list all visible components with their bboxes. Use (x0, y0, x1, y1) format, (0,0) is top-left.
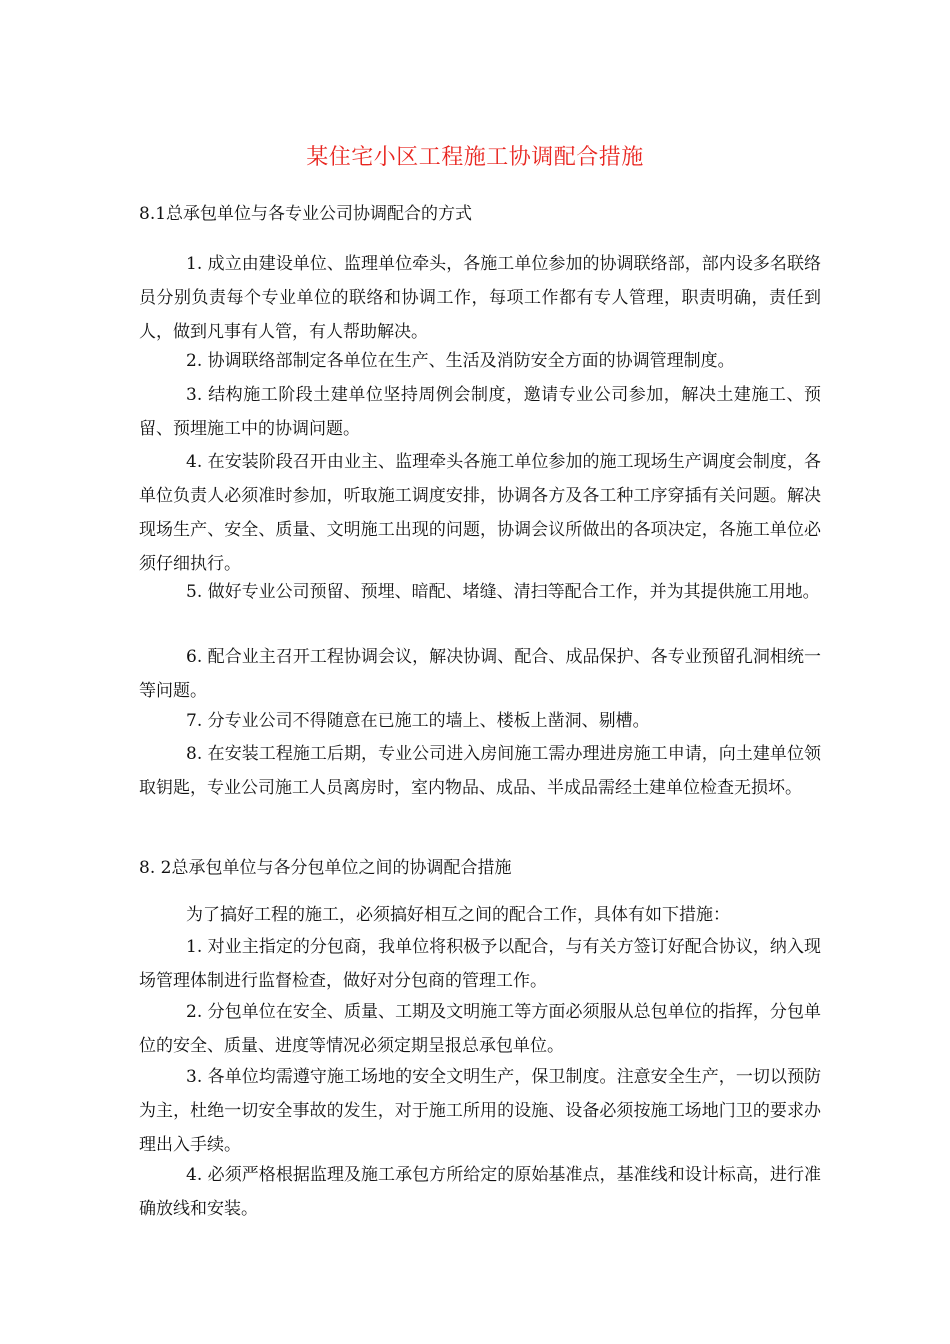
section-heading-8-2: 8. 2总承包单位与各分包单位之间的协调配合措施 (139, 858, 512, 878)
section1-paragraph-5: 5. 做好专业公司预留、预埋、暗配、堵缝、清扫等配合工作，并为其提供施工用地。 (186, 582, 820, 602)
section1-paragraph-1: 1. 成立由建设单位、监理单位牵头，各施工单位参加的协调联络部，部内设多名联络员分别负责每个专业单位的联络和协调工作，每项工作都有专人管理，职责明确，责任到人，做到凡事有人管，有人帮助解决。 (139, 254, 821, 342)
section1-paragraph-6: 6. 配合业主召开工程协调会议，解决协调、配合、成品保护、各专业预留孔洞相统一等问题。 (139, 647, 821, 701)
section1-paragraph-4: 4. 在安装阶段召开由业主、监理牵头各施工单位参加的施工现场生产调度会制度，各单位负责人必须准时参加，听取施工调度安排，协调各方及各工种工序穿插有关问题。解决现场生产、安全、质量、文明施工出现的问题，协调会议所做出的各项决定，各施工单位必须仔细执行。 (139, 452, 821, 574)
section1-paragraph-2: 2. 协调联络部制定各单位在生产、生活及消防安全方面的协调管理制度。 (186, 351, 735, 371)
section2-paragraph-2: 2. 分包单位在安全、质量、工期及文明施工等方面必须服从总包单位的指挥，分包单位的安全、质量、进度等情况必须定期呈报总承包单位。 (139, 1002, 821, 1056)
section-heading-8-1: 8.1总承包单位与各专业公司协调配合的方式 (139, 204, 473, 224)
section1-paragraph-3: 3. 结构施工阶段土建单位坚持周例会制度，邀请专业公司参加，解决土建施工、预留、预埋施工中的协调问题。 (139, 385, 821, 439)
section2-paragraph-3: 3. 各单位均需遵守施工场地的安全文明生产，保卫制度。注意安全生产，一切以预防为主，杜绝一切安全事故的发生，对于施工所用的设施、设备必须按施工场地门卫的要求办理出入手续。 (139, 1067, 821, 1155)
section1-paragraph-8: 8. 在安装工程施工后期，专业公司进入房间施工需办理进房施工申请，向土建单位领取钥匙，专业公司施工人员离房时，室内物品、成品、半成品需经土建单位检查无损坏。 (139, 744, 821, 798)
section2-paragraph-4: 4. 必须严格根据监理及施工承包方所给定的原始基准点，基准线和设计标高，进行准确放线和安装。 (139, 1165, 821, 1219)
section2-intro: 为了搞好工程的施工，必须搞好相互之间的配合工作，具体有如下措施： (186, 905, 730, 925)
section1-paragraph-7: 7. 分专业公司不得随意在已施工的墙上、楼板上凿洞、剔槽。 (186, 711, 650, 731)
document-title: 某住宅小区工程施工协调配合措施 (306, 145, 644, 170)
section2-paragraph-1: 1. 对业主指定的分包商，我单位将积极予以配合，与有关方签订好配合协议，纳入现场管理体制进行监督检查，做好对分包商的管理工作。 (139, 937, 821, 991)
